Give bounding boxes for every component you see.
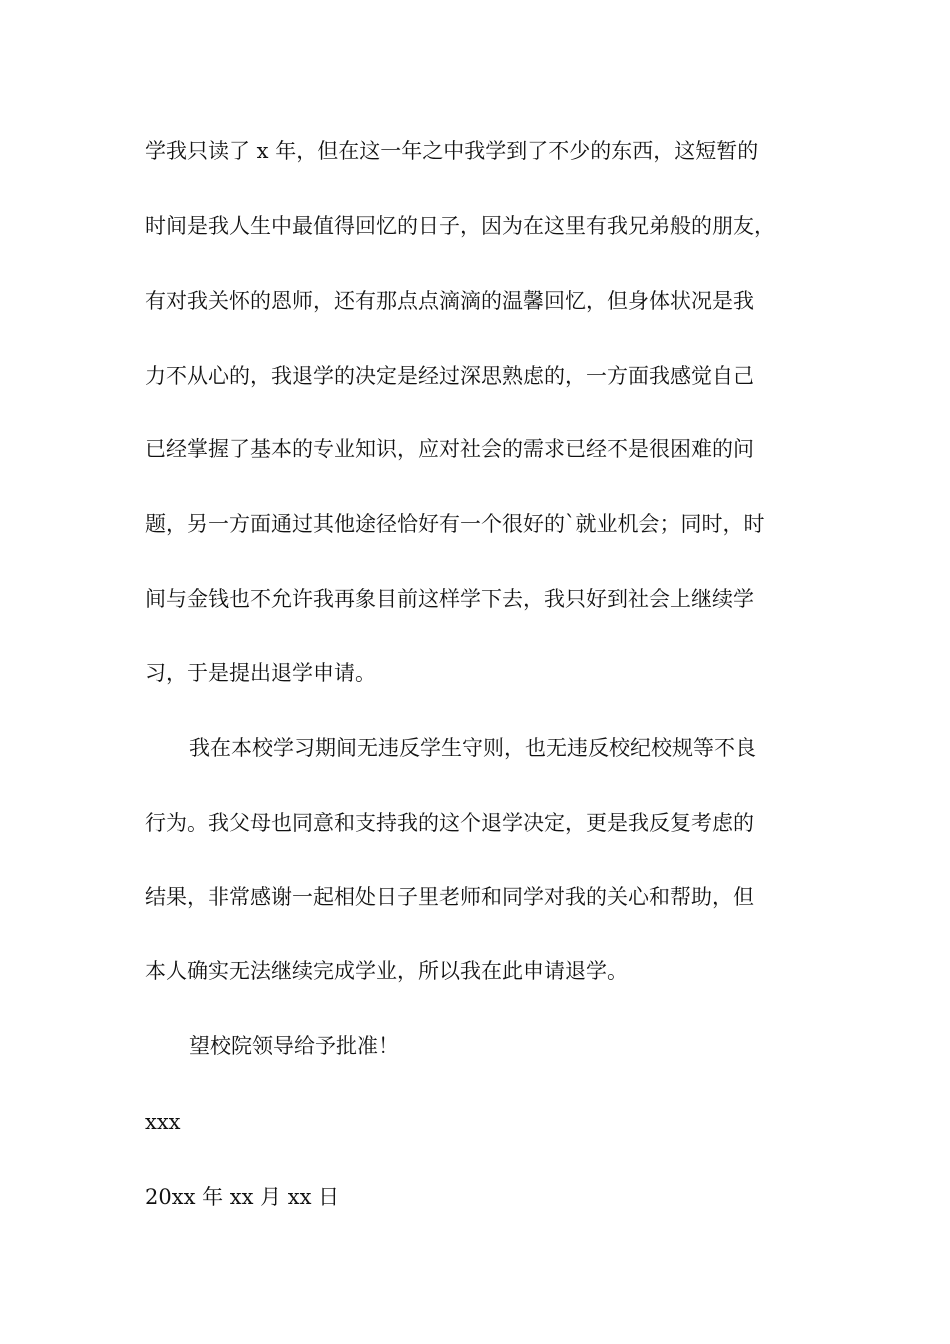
paragraph-1-line-1: 学我只读了 x 年，但在这一年之中我学到了不少的东西，这短暂的 [145, 139, 759, 163]
paragraph-1-line-5: 已经掌握了基本的专业知识，应对社会的需求已经不是很困难的问 [145, 437, 754, 461]
paragraph-1-line-6: 题，另一方面通过其他途径恰好有一个很好的`就业机会；同时，时 [145, 512, 765, 536]
closing-line: 望校院领导给予批准！ [189, 1034, 399, 1058]
paragraph-1-line-8: 习，于是提出退学申请。 [145, 661, 376, 685]
paragraph-1-line-3: 有对我关怀的恩师，还有那点点滴滴的温馨回忆，但身体状况是我 [145, 289, 754, 313]
paragraph-1-line-7: 间与金钱也不允许我再象目前这样学下去，我只好到社会上继续学 [145, 587, 754, 611]
paragraph-2-line-1: 我在本校学习期间无违反学生守则，也无违反校纪校规等不良 [189, 736, 756, 760]
paragraph-2-line-3: 结果，非常感谢一起相处日子里老师和同学对我的关心和帮助，但 [145, 885, 754, 909]
paragraph-2-line-4: 本人确实无法继续完成学业，所以我在此申请退学。 [145, 959, 628, 983]
paragraph-1-line-4: 力不从心的，我退学的决定是经过深思熟虑的，一方面我感觉自己 [145, 364, 754, 388]
paragraph-1-line-2: 时间是我人生中最值得回忆的日子，因为在这里有我兄弟般的朋友， [145, 214, 775, 238]
paragraph-2-line-2: 行为。我父母也同意和支持我的这个退学决定，更是我反复考虑的 [145, 811, 754, 835]
date-line: 20xx 年 xx 月 xx 日 [145, 1185, 340, 1209]
signature: xxx [145, 1110, 181, 1134]
